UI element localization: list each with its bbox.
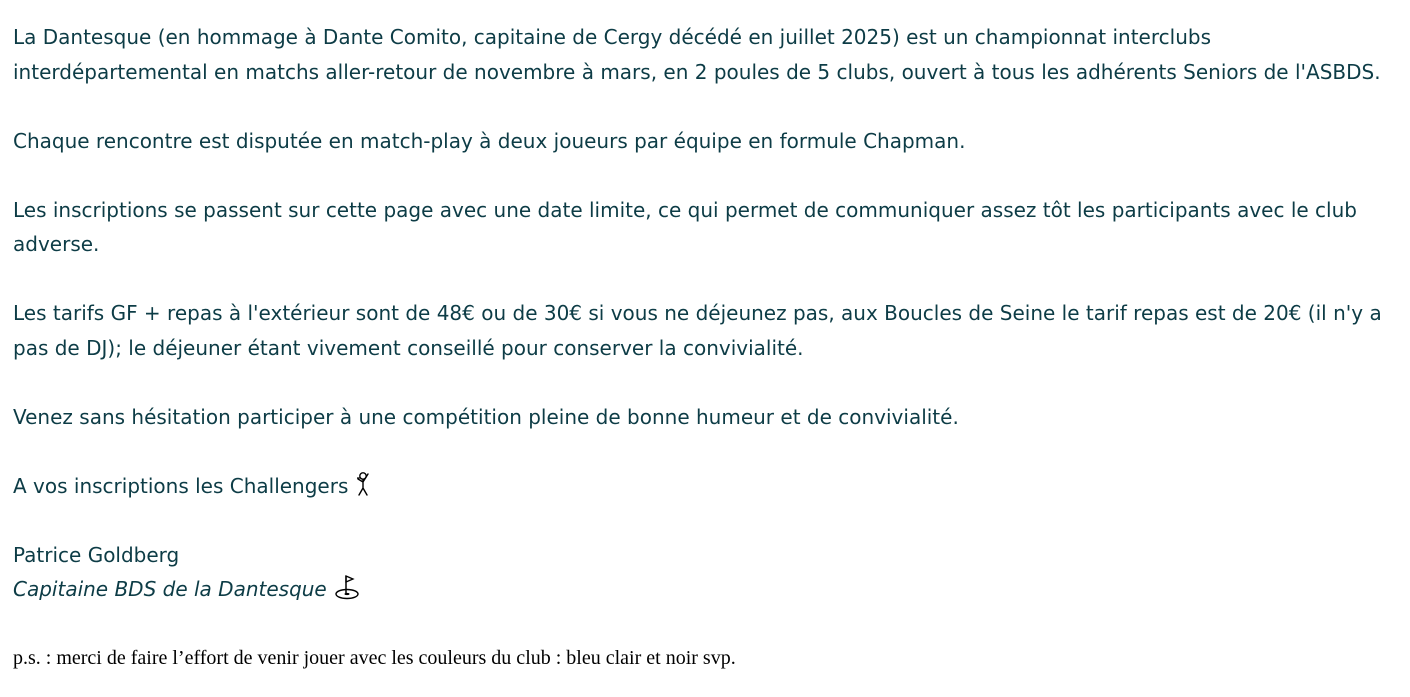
paragraph-pricing: Les tarifs GF + repas à l'extérieur sont de 48€ ou de 30€ si vous ne déjeunez pas, aux Boucles de Seine le tarif repas est de 20€ (il n'y a pas de DJ); le déjeuner étant vivement conseillé pour conserver la convivialité. xyxy=(13,301,1382,360)
golf-flag-icon xyxy=(333,574,361,600)
golfer-icon xyxy=(354,471,372,497)
call-to-action xyxy=(13,469,1403,504)
call-to-action-text: A vos inscriptions les Challengers xyxy=(13,473,349,498)
signature-block xyxy=(13,572,1403,607)
paragraph-registration: Les inscriptions se passent sur cette page avec une date limite, ce qui permet de communiquer assez tôt les participants avec le club adverse. xyxy=(13,197,1357,256)
paragraph-intro: La Dantesque (en hommage à Dante Comito, capitaine de Cergy décédé en juillet 2025) est un championnat interclubs interdépartemental en matchs aller-retour de novembre à mars, en 2 poules de 5 clubs, ouvert à tous les adhérents Seniors de l'ASBDS. xyxy=(13,25,1381,84)
signature-name: Patrice Goldberg xyxy=(13,542,180,567)
message-body xyxy=(13,20,1403,695)
paragraph-format: Chaque rencontre est disputée en match-play à deux joueurs par équipe en formule Chapman. xyxy=(13,128,966,153)
signature-title: Capitaine BDS de la Dantesque xyxy=(13,577,327,601)
postscript: p.s. : merci de faire l’effort de venir jouer avec les couleurs du club : bleu clair et noir svp. xyxy=(13,647,736,669)
paragraph-invitation: Venez sans hésitation participer à une compétition pleine de bonne humeur et de convivialité. xyxy=(13,404,959,429)
